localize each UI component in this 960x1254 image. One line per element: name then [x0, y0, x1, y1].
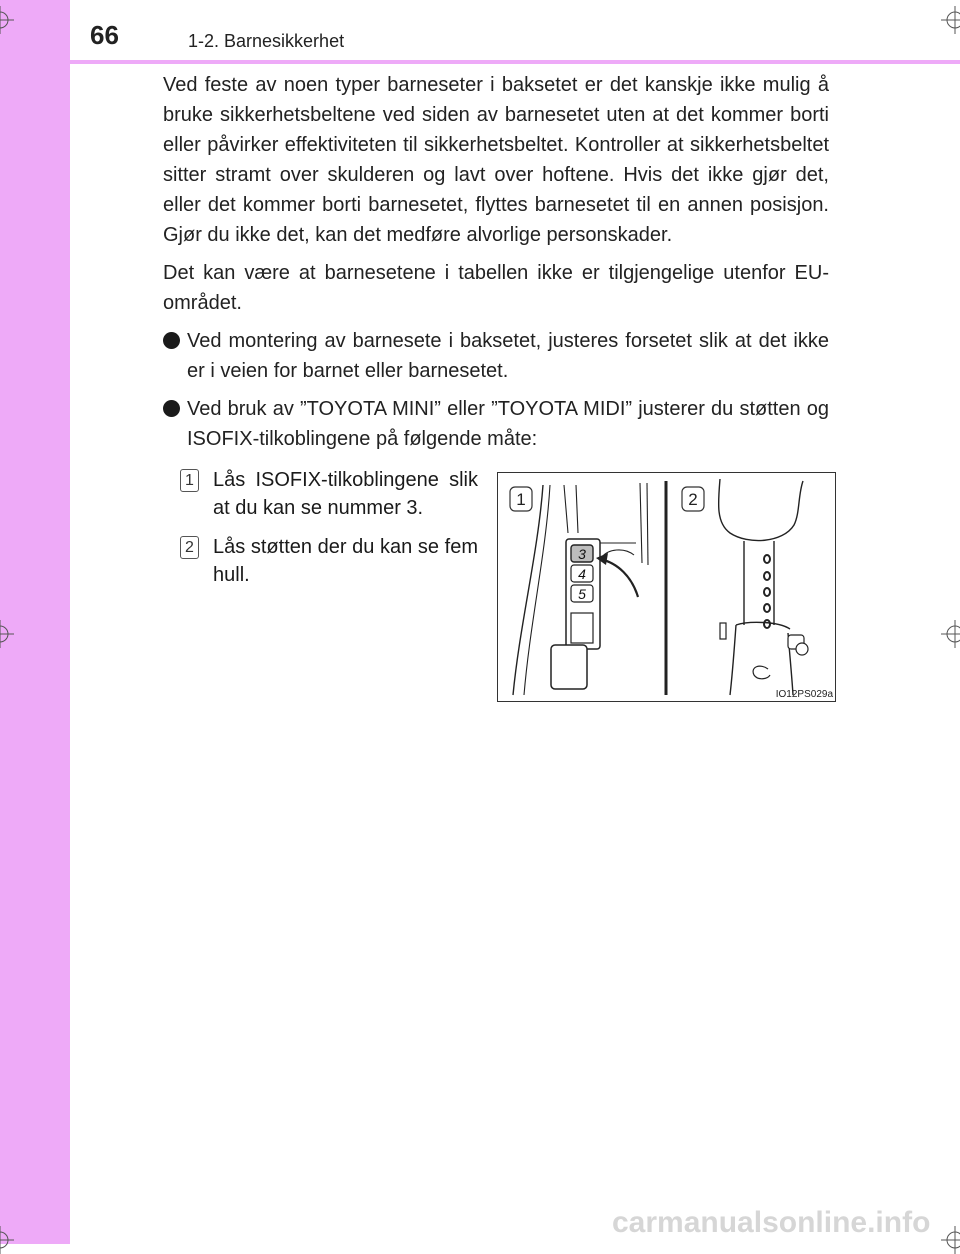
step-list — [180, 466, 478, 600]
step-text: Lås støtten der du kan se fem hull. — [213, 536, 478, 586]
bullet-item — [163, 394, 829, 454]
section-title: 1-2. Barnesikkerhet — [188, 31, 345, 51]
step-item — [180, 533, 478, 589]
step-text: Lås ISOFIX-tilkoblingene slik at du kan se nummer 3. — [213, 469, 478, 519]
bullet-text: Ved montering av barnesete i baksetet, justeres forsetet slik at det ikke er i veien for barnet eller barnesetet. — [187, 330, 829, 382]
scale-number-3: 3 — [578, 546, 586, 562]
bullet-dot-icon — [163, 332, 180, 349]
paragraph-eu-availability: Det kan være at barnesetene i tabellen ikke er tilgjengelige utenfor EU-området. — [163, 262, 829, 314]
crop-mark-mid-right — [941, 620, 960, 648]
step-item — [180, 466, 478, 522]
paragraph-seat-belt-warning: Ved feste av noen typer barneseter i baksetet er det kanskje ikke mulig å bruke sikkerhetsbeltene ved siden av barnesetet uten at det kommer borti eller påvirker effektiviteten til sikkerhetsbeltet. Kontroller at sikkerhetsbeltet sitter stramt over skulderen og lavt over hoftene. Hvis det ikke gjør det, eller det kommer borti barnesetet, flyttes barnesetet til en annen posisjon. Gjør du ikke det, kan det medføre alvorlige personskader. — [163, 74, 829, 246]
scale-number-4: 4 — [578, 566, 586, 582]
figure-code: IO12PS029a — [775, 689, 833, 700]
scale-number-5: 5 — [578, 586, 586, 602]
isofix-illustration — [497, 472, 836, 702]
crop-mark-mid-left — [0, 620, 14, 648]
page-number: 66 — [90, 20, 119, 50]
step-number-badge: 1 — [180, 469, 199, 492]
header-rule — [70, 60, 960, 64]
bullet-dot-icon — [163, 400, 180, 417]
panel-label-2: 2 — [688, 490, 698, 509]
isofix-drawing — [498, 473, 835, 701]
step-number-badge: 2 — [180, 536, 199, 559]
main-content — [163, 70, 829, 462]
watermark: carmanualsonline.info — [612, 1206, 931, 1239]
crop-mark-top-right — [941, 6, 960, 34]
bullet-text: Ved bruk av ”TOYOTA MINI” eller ”TOYOTA MIDI” justerer du støtten og ISOFIX-tilkoblingene på følgende måte: — [187, 398, 829, 450]
panel-label-1: 1 — [516, 490, 526, 509]
crop-mark-top-left — [0, 6, 14, 34]
crop-mark-bottom-left — [0, 1226, 14, 1254]
bullet-item — [163, 326, 829, 386]
crop-mark-bottom-right — [941, 1226, 960, 1254]
